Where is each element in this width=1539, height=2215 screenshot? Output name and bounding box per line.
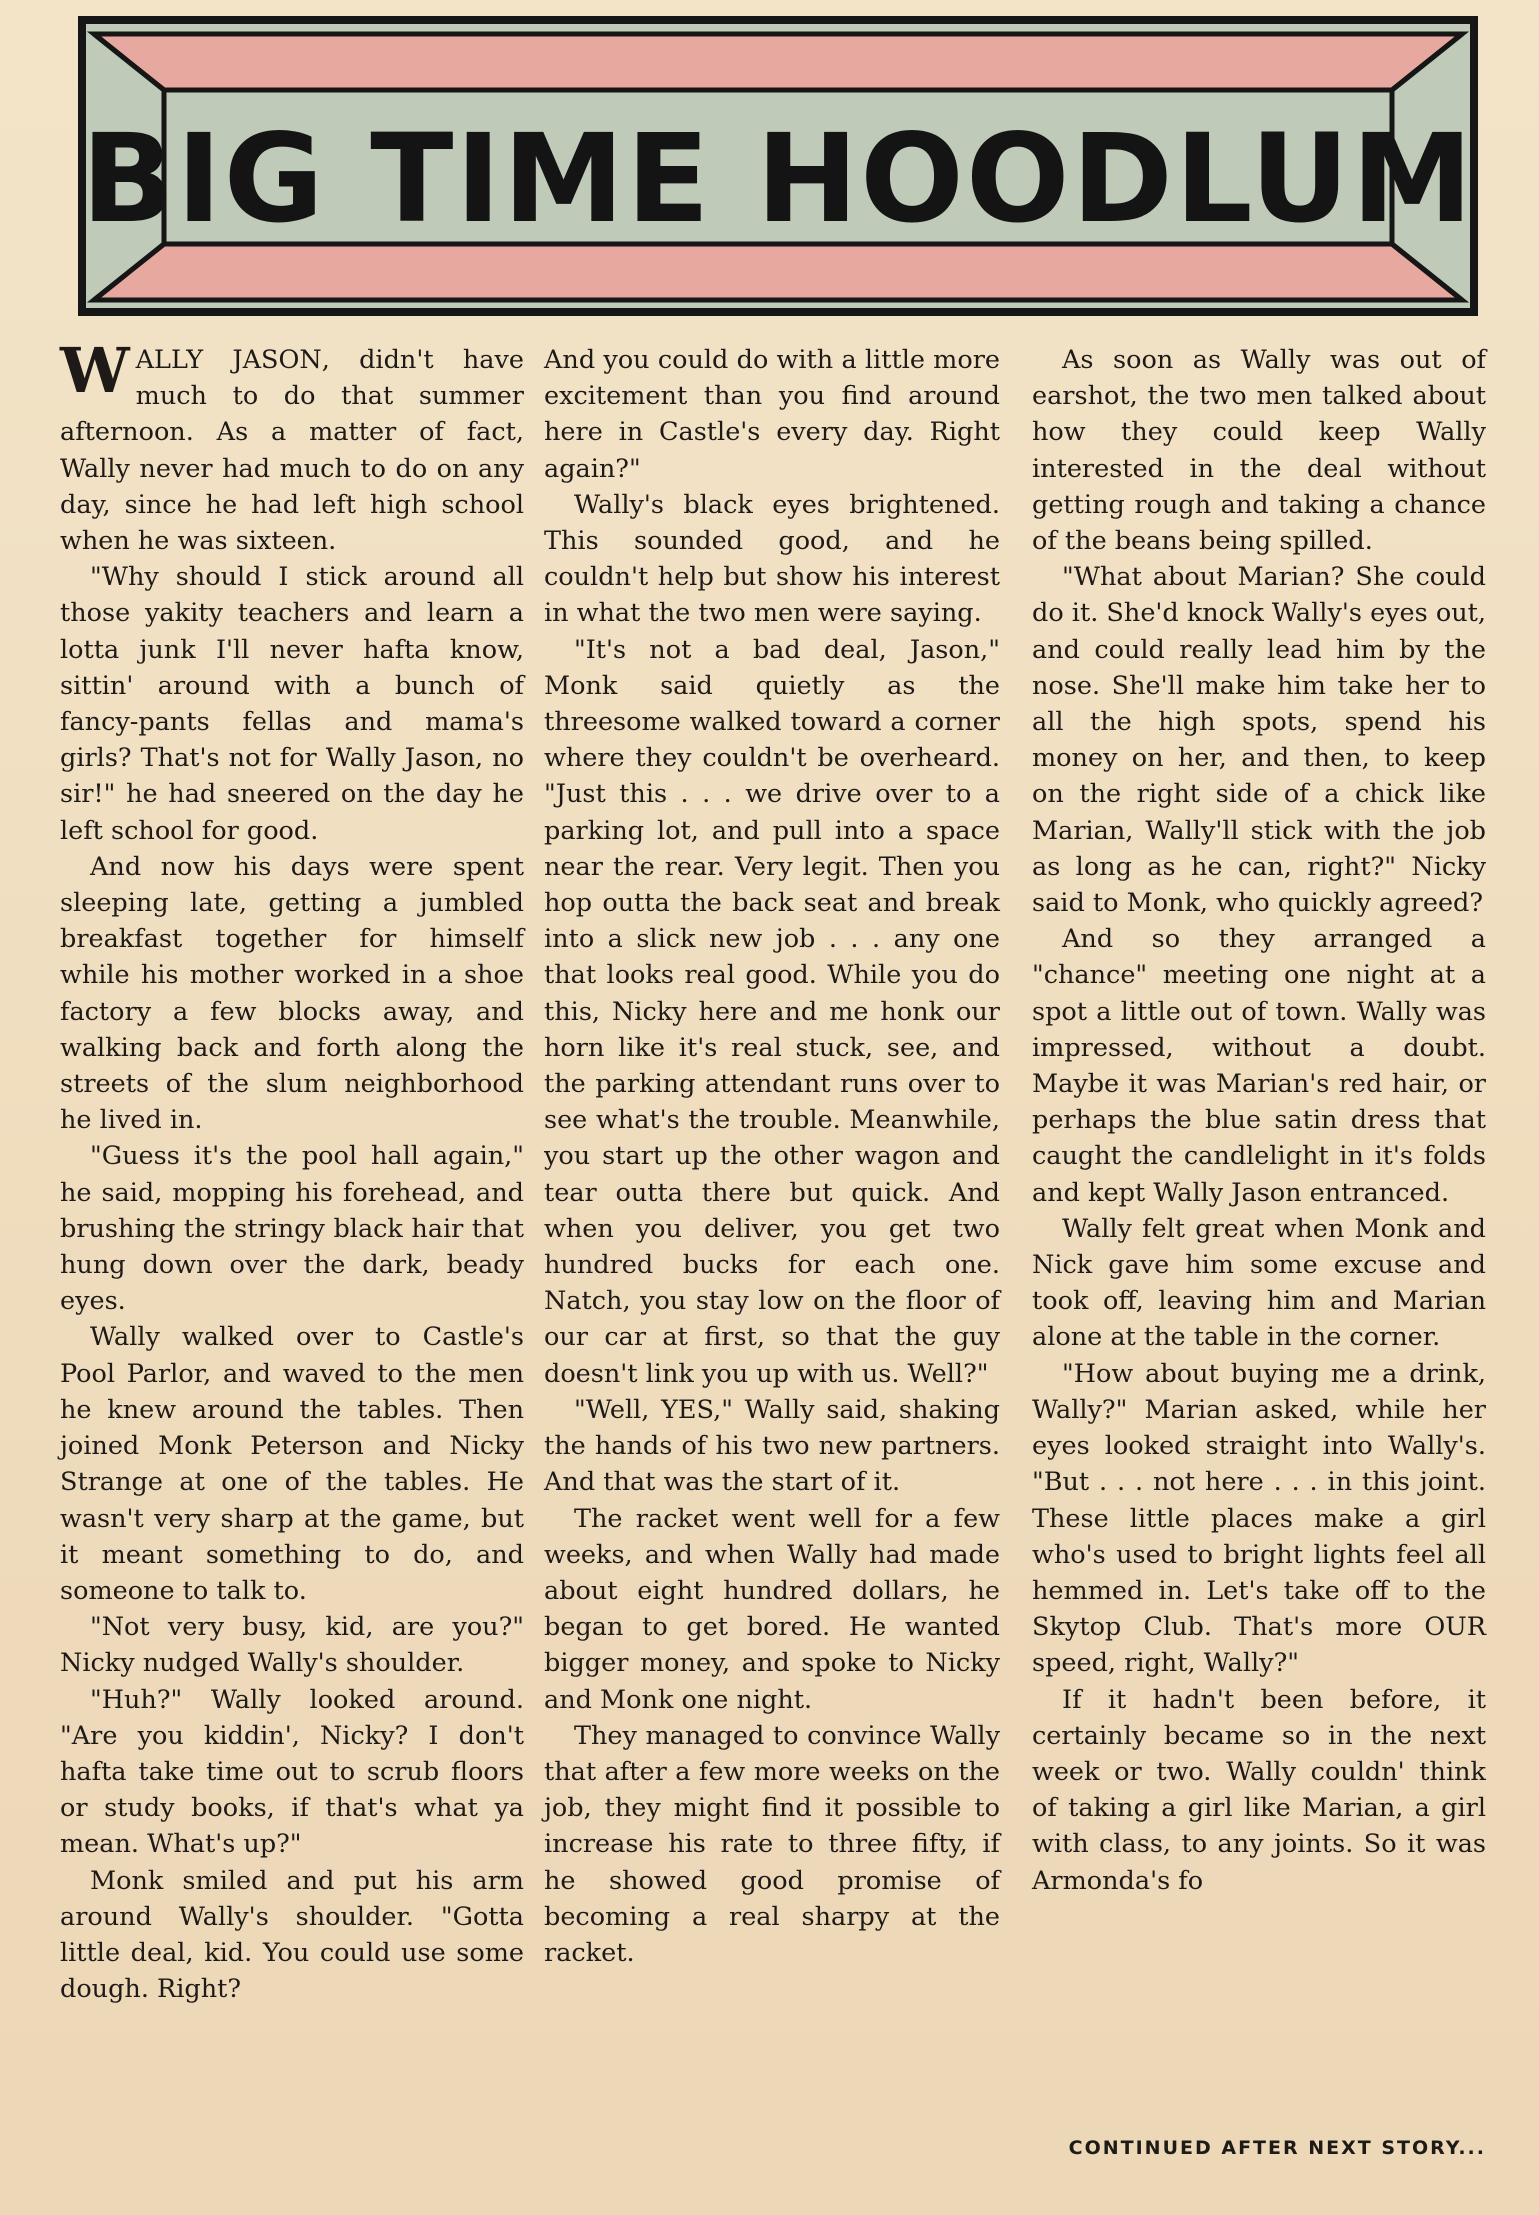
paragraph: And now his days were spent sleeping late, getting a jumbled breakfast together for himself while his mother worked in a shoe factory a few blocks away, and walking back and forth along the streets of the slum neighborhood he lived in. — [60, 851, 524, 1136]
paragraph: And you could do with a little more excitement than you find around here in Castle's every day. Right again?" — [544, 345, 1000, 484]
paragraph: "Well, YES," Wally said, shaking the hands of his two new partners. And that was the start of it. — [544, 1394, 1000, 1498]
paragraph: If it hadn't been before, it certainly became so in the next week or two. Wally couldn' think of taking a girl like Marian, a girl with class, to any joints. So it was Armonda's fo — [1032, 1684, 1486, 1896]
paragraph: Wally walked over to Castle's Pool Parlor, and waved to the men he knew around the tables. Then joined Monk Peterson and Nicky Strange at one of the tables. He wasn't very sharp at the game, but it meant something to do, and someone to talk to. — [60, 1322, 524, 1606]
paragraph: The racket went well for a few weeks, and when Wally had made about eight hundred dollars, he began to get bored. He wanted bigger money, and spoke to Nicky and Monk one night. — [544, 1503, 1000, 1715]
paragraph: "How about buying me a drink, Wally?" Marian asked, while her eyes looked straight into Wally's. "But . . . not here . . . in this joint. These little places make a girl who's used to bright lights feel all hemmed in. Let's take off to the Skytop Club. That's more OUR speed, right, Wally?" — [1032, 1358, 1486, 1679]
paragraph: "Why should I stick around all those yakity teachers and learn a lotta junk I'll never hafta know, sittin' around with a bunch of fancy-pants fellas and mama's girls? That's not for Wally Jason, no sir!" he had sneered on the day he left school for good. — [60, 562, 524, 846]
paragraph: "What about Marian? She could do it. She'd knock Wally's eyes out, and could really lead him by the nose. She'll make him take her to all the high spots, spend his money on her, and then, to keep on the right side of a chick like Marian, Wally'll stick with the job as long as he can, right?" Nicky said to Monk, who quickly agreed? — [1032, 562, 1486, 919]
paragraph: "Not very busy, kid, are you?" Nicky nudged Wally's shoulder. — [60, 1612, 524, 1679]
title-banner — [72, 12, 1484, 322]
paragraph: And so they arranged a "chance" meeting one night at a spot a little out of town. Wally was impressed, without a doubt. Maybe it was Marian's red hair, or perhaps the blue satin dress that caught the candlelight in it's folds and kept Wally Jason entranced. — [1032, 924, 1486, 1208]
paragraph: Wally felt great when Monk and Nick gave him some excuse and took off, leaving him and Marian alone at the table in the corner. — [1032, 1213, 1486, 1353]
text-column-1 — [60, 334, 524, 2142]
story-title: BIG TIME HOODLUM — [81, 108, 1475, 250]
paragraph: "Huh?" Wally looked around. "Are you kiddin', Nicky? I don't hafta take time out to scrub floors or study books, if that's what ya mean. What's up?" — [60, 1684, 524, 1860]
paragraph: "It's not a bad deal, Jason," Monk said quietly as the threesome walked toward a corner where they couldn't be overheard. "Just this . . . we drive over to a parking lot, and pull into a space near the rear. Very legit. Then you hop outta the back seat and break into a slick new job . . . any one that looks real good. While you do this, Nicky here and me honk our horn like it's real stuck, see, and the parking attendant runs over to see what's the trouble. Meanwhile, you start up the other wagon and tear outta there but quick. And when you deliver, you get two hundred bucks for each one. Natch, you stay low on the floor of our car at first, so that the guy doesn't link you up with us. Well?" — [544, 634, 1000, 1389]
text-column-2 — [544, 342, 1000, 2142]
paragraph-text: , didn't have much to do that summer afternoon. As a matter of fact, Wally never had much to do on any day, since he had left high school when he was sixteen. — [60, 345, 524, 557]
paragraph: Wally's black eyes brightened. This sounded good, and he couldn't help but show his interest in what the two men were saying. — [544, 489, 1000, 629]
paragraph: "Guess it's the pool hall again," he said, mopping his forehead, and brushing the stringy black hair that hung down over the dark, beady eyes. — [60, 1141, 524, 1317]
text-column-3 — [1032, 342, 1486, 2142]
paragraph: They managed to convince Wally that after a few more weeks on the job, they might find it possible to increase his rate to three fifty, if he showed good promise of becoming a real sharpy at the racket. — [544, 1720, 1000, 1968]
protagonist-name: ALLY JASON — [135, 345, 322, 375]
drop-cap: W — [60, 334, 130, 407]
banner-top-band — [94, 34, 1462, 90]
paragraph: Monk smiled and put his arm around Wally's shoulder. "Gotta little deal, kid. You could use some dough. Right? — [60, 1865, 524, 2005]
continued-notice: CONTINUED AFTER NEXT STORY... — [1068, 2137, 1486, 2159]
paragraph — [60, 334, 524, 559]
paragraph: As soon as Wally was out of earshot, the two men talked about how they could keep Wally interested in the deal without getting rough and taking a chance of the beans being spilled. — [1032, 345, 1486, 557]
